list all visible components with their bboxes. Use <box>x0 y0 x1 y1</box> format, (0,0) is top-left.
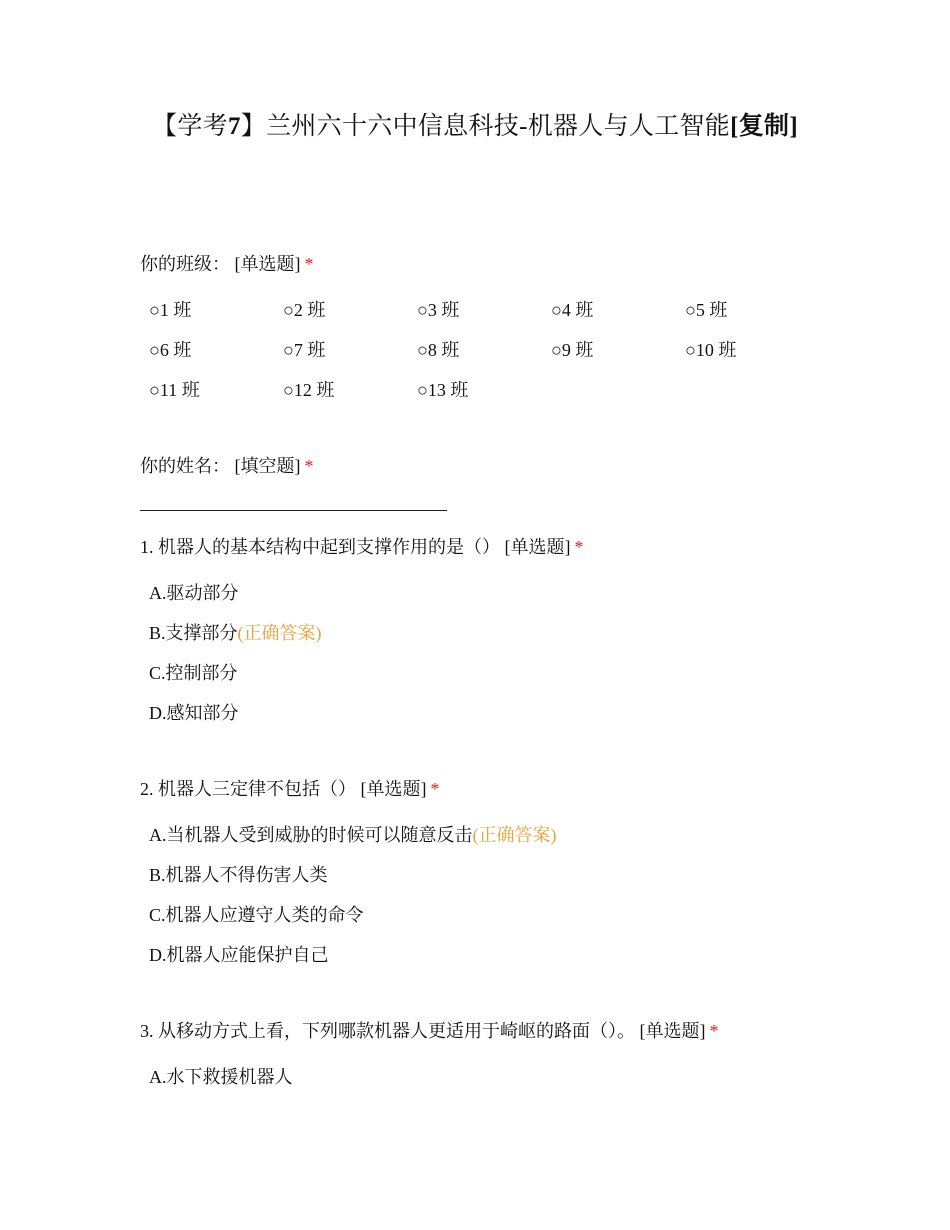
name-fill-line[interactable] <box>140 510 447 511</box>
option-b[interactable]: B.支撑部分(正确答案) <box>149 623 322 643</box>
question-text: 2. 机器人三定律不包括（） <box>140 779 356 799</box>
radio-option[interactable]: ○11 班 <box>149 380 200 400</box>
question-class <box>140 252 314 276</box>
correct-answer-tag: (正确答案) <box>472 825 557 845</box>
options-row <box>149 298 829 338</box>
radio-option[interactable]: ○6 班 <box>149 340 192 360</box>
question-3-options <box>149 1065 293 1105</box>
option-a[interactable]: A.水下救援机器人 <box>149 1067 293 1087</box>
required-mark: * <box>574 537 584 557</box>
question-text: 3. 从移动方式上看，下列哪款机器人更适用于崎岖的路面（）。 <box>140 1021 635 1041</box>
question-1-options <box>149 581 322 741</box>
radio-option[interactable]: ○13 班 <box>417 380 469 400</box>
question-text: 你的班级： <box>140 254 230 274</box>
page-title <box>0 110 950 144</box>
required-mark: * <box>304 254 314 274</box>
correct-answer-tag: (正确答案) <box>237 623 322 643</box>
question-name <box>140 454 314 478</box>
question-3 <box>140 1019 719 1043</box>
required-mark: * <box>709 1021 719 1041</box>
title-prefix: 【学考 <box>152 113 228 140</box>
option-b[interactable]: B.机器人不得伤害人类 <box>149 865 328 885</box>
question-2 <box>140 777 440 801</box>
option-c[interactable]: C.机器人应遵守人类的命令 <box>149 905 364 925</box>
radio-option[interactable]: ○1 班 <box>149 300 192 320</box>
required-mark: * <box>304 456 314 476</box>
question-type: [填空题] <box>234 456 301 476</box>
radio-option[interactable]: ○8 班 <box>417 340 460 360</box>
options-row <box>149 338 829 378</box>
question-type: [单选题] <box>639 1021 706 1041</box>
question-text: 1. 机器人的基本结构中起到支撑作用的是（） <box>140 537 500 557</box>
radio-option[interactable]: ○7 班 <box>283 340 326 360</box>
question-text: 你的姓名： <box>140 456 230 476</box>
radio-option[interactable]: ○4 班 <box>551 300 594 320</box>
option-c[interactable]: C.控制部分 <box>149 663 238 683</box>
radio-option[interactable]: ○2 班 <box>283 300 326 320</box>
radio-option[interactable]: ○9 班 <box>551 340 594 360</box>
question-type: [单选题] <box>360 779 427 799</box>
radio-option[interactable]: ○12 班 <box>283 380 335 400</box>
option-a[interactable]: A.当机器人受到威胁的时候可以随意反击(正确答案) <box>149 825 557 845</box>
required-mark: * <box>430 779 440 799</box>
title-main: 】兰州六十六中信息科技-机器人与人工智能 <box>240 113 731 140</box>
question-2-options <box>149 823 557 983</box>
radio-option[interactable]: ○5 班 <box>685 300 728 320</box>
title-number: 7 <box>227 113 241 140</box>
question-1 <box>140 535 584 559</box>
option-d[interactable]: D.感知部分 <box>149 703 239 723</box>
question-type: [单选题] <box>504 537 571 557</box>
title-suffix: [复制] <box>730 113 798 140</box>
radio-option[interactable]: ○10 班 <box>685 340 737 360</box>
options-row <box>149 378 829 418</box>
question-type: [单选题] <box>234 254 301 274</box>
option-a[interactable]: A.驱动部分 <box>149 583 239 603</box>
option-d[interactable]: D.机器人应能保护自己 <box>149 945 329 965</box>
radio-option[interactable]: ○3 班 <box>417 300 460 320</box>
class-options <box>149 298 829 418</box>
